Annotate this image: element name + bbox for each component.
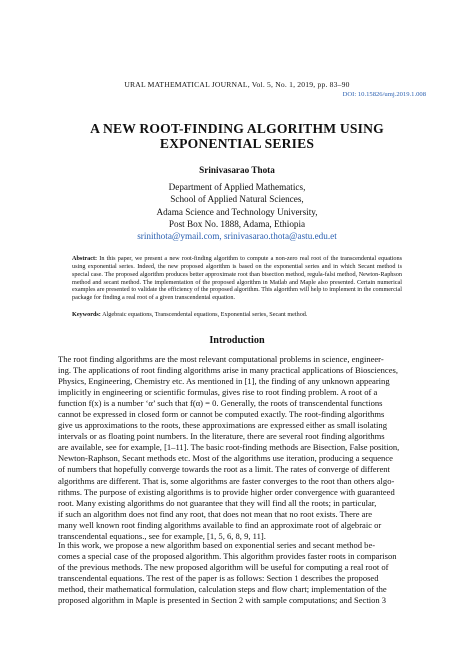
text-line: transcendental equations., see for example, [1, 5, 6, 8, 9, 11]. <box>58 530 266 541</box>
paper-title <box>40 121 434 151</box>
text-line: many well known root finding algorithms available to find an approximate root of algebraic or <box>58 519 382 530</box>
title-line-2: EXPONENTIAL SERIES <box>159 136 315 151</box>
text-line: comes a special case of the proposed algorithm. This algorithm provides faster roots in comparison <box>58 551 397 562</box>
text-line: algorithms are different. That is, some algorithms are faster converges to the root than others algo- <box>58 475 395 486</box>
doi-link[interactable]: DOI: 10.15826/umj.2019.1.008 <box>342 91 426 98</box>
text-line: implicitly in engineering or scientific formulas, gives rise to root finding problem. A root of a <box>58 387 378 398</box>
text-line: of the previous methods. The new proposed algorithm will be useful for computing a real root of <box>58 562 389 573</box>
title-line-1: A NEW ROOT-FINDING ALGORITHM USING <box>90 121 384 136</box>
section-heading: Introduction <box>209 335 265 346</box>
paragraph-2 <box>58 540 417 606</box>
text-line: of numbers that hopefully converge towards the root as a limit. The rates of converge of different <box>58 464 390 475</box>
affiliation-line: Adama Science and Technology University, <box>156 206 318 217</box>
author-name: Srinivasarao Thota <box>199 165 275 175</box>
text-line: Physics, Engineering, Chemistry etc. As mentioned in [1], the finding of any unknown appearing <box>58 376 390 387</box>
text-line: transcendental equations. The rest of the paper is as follows: Section 1 describes the proposed <box>58 573 379 584</box>
affiliation-block <box>0 181 474 242</box>
keywords-text: Algebraic equations, Transcendental equations, Exponential series, Secant method. <box>102 311 308 318</box>
keywords-label: Keywords: <box>72 311 101 318</box>
text-line: function f(x) is a number ‘α’ such that f(α) = 0. Generally, the roots of transcendental functions <box>58 398 383 409</box>
text-line: rithms. The purpose of existing algorithms is to provide higher order convergence with guaranteed <box>58 486 395 497</box>
text-line: method, their mathematical formulation, calculation steps and flow chart; implementation of the <box>58 584 387 595</box>
paragraph-1 <box>58 354 417 542</box>
author-emails[interactable]: srinithota@ymail.com, srinivasarao.thota@astu.edu.et <box>137 231 337 242</box>
affiliation-line: Post Box No. 1888, Adama, Ethiopia <box>168 218 306 229</box>
text-line: give us approximations to the roots, these approximations are expressed either as small isolating <box>58 420 387 431</box>
keywords <box>72 311 402 319</box>
text-line: Newton-Raphson, Secant methods etc. Most of the algorithms use iteration, producing a sequence <box>58 453 393 464</box>
text-line: In this work, we propose a new algorithm based on exponential series and secant method be- <box>58 540 376 550</box>
affiliation-line: Department of Applied Mathematics, <box>168 182 306 192</box>
text-line: root. Many existing algorithms do not guarantee that they will find all the roots; in particular, <box>58 497 377 508</box>
text-line: are available, see for example, [1–11]. The basic root-finding methods are Bisection, False position, <box>58 442 400 453</box>
text-line: intervals or as floating point numbers. In the literature, there are several root finding algorithms <box>58 431 385 442</box>
journal-header: URAL MATHEMATICAL JOURNAL, Vol. 5, No. 1, 2019, pp. 83–90 <box>124 80 350 89</box>
affiliation-line: School of Applied Natural Sciences, <box>170 194 304 205</box>
text-line: if such an algorithm does not find any root, that does not mean that no root exists. There are <box>58 508 373 519</box>
abstract-label: Abstract: <box>72 255 98 262</box>
text-line: The root finding algorithms are the most relevant computational problems in science, engineer- <box>58 354 384 364</box>
text-line: ing. The applications of root finding algorithms arise in many practical applications of Biosciences, <box>58 365 398 376</box>
text-line: cannot be expressed in closed form or cannot be computed exactly. The root-finding algorithms <box>58 409 385 420</box>
abstract <box>72 255 402 302</box>
abstract-text: In this paper, we present a new root-finding algorithm to compute a non-zero real root of the transcendental equations using exponential series. Indeed, the new proposed algorithm is based on the exponential series and in which Secant method is special case. The proposed algorithm produces better approximate root than bisection method, regula-falsi method, Newton-Raphson method and secant method. The implementation of the proposed algorithm in Matlab and Maple also presented. Certain numerical examples are presented to validate the efficiency of the proposed algorithm. This algorithm will help to implement in the commercial package for finding a real root of a given transcendental equation. <box>72 255 403 302</box>
text-line: proposed algorithm in Maple is presented in Section 2 with sample computations; and Section 3 <box>58 595 387 606</box>
